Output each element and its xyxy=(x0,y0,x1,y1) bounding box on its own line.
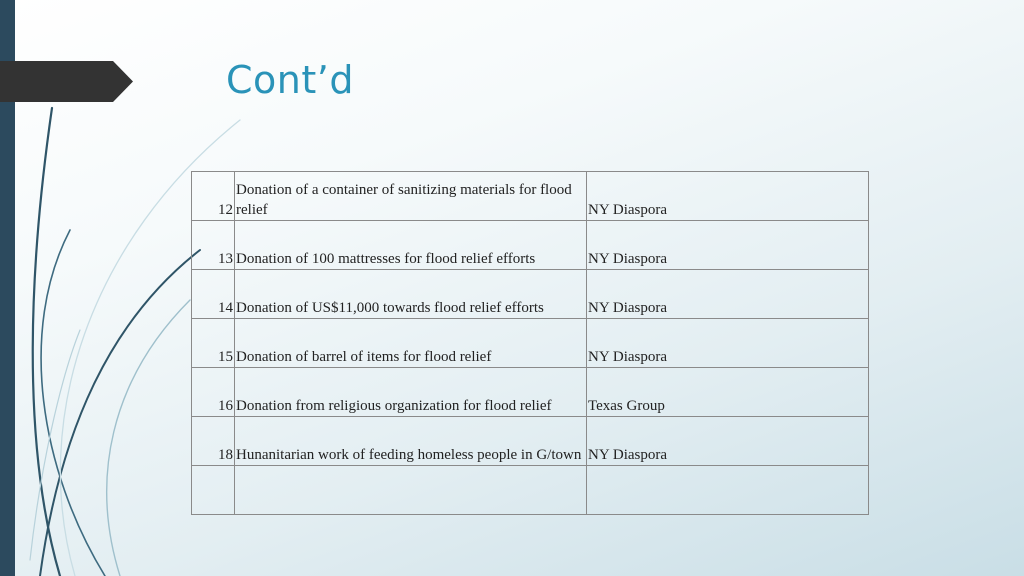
table-row xyxy=(192,417,869,466)
row-number-cell xyxy=(192,221,235,270)
row-number-cell xyxy=(192,368,235,417)
row-number: 16 xyxy=(218,398,233,414)
row-description: Donation of US$11,000 towards flood relief efforts xyxy=(236,300,544,316)
row-description: Donation from religious organization for flood relief xyxy=(236,398,552,414)
table-row xyxy=(192,368,869,417)
donations-table-container xyxy=(191,171,869,515)
row-number-cell xyxy=(192,172,235,221)
table-row xyxy=(192,172,869,221)
row-number: 14 xyxy=(218,300,233,316)
description-cell xyxy=(235,270,587,319)
table-row xyxy=(192,221,869,270)
table-row xyxy=(192,466,869,515)
row-source: NY Diaspora xyxy=(588,349,668,365)
row-number-cell xyxy=(192,270,235,319)
row-source: NY Diaspora xyxy=(588,202,668,218)
description-cell xyxy=(235,368,587,417)
row-number: 15 xyxy=(218,349,233,365)
row-number: 18 xyxy=(218,447,233,463)
row-source: NY Diaspora xyxy=(588,447,668,463)
source-cell xyxy=(587,466,869,515)
row-number: 13 xyxy=(218,251,233,267)
description-cell xyxy=(235,319,587,368)
row-number-cell xyxy=(192,417,235,466)
slide-title: Cont’d xyxy=(226,58,354,102)
table-row xyxy=(192,270,869,319)
row-description: Donation of a container of sanitizing materials for flood relief xyxy=(236,182,572,218)
row-number-cell xyxy=(192,466,235,515)
source-cell xyxy=(587,221,869,270)
row-description: Donation of 100 mattresses for flood relief efforts xyxy=(236,251,536,267)
row-source: Texas Group xyxy=(588,398,665,414)
description-cell xyxy=(235,221,587,270)
row-description: Hunanitarian work of feeding homeless people in G/town xyxy=(236,447,582,463)
source-cell xyxy=(587,270,869,319)
row-source: NY Diaspora xyxy=(588,300,668,316)
description-cell xyxy=(235,172,587,221)
description-cell xyxy=(235,417,587,466)
source-cell xyxy=(587,172,869,221)
row-number: 12 xyxy=(218,202,233,218)
source-cell xyxy=(587,417,869,466)
row-source: NY Diaspora xyxy=(588,251,668,267)
row-number-cell xyxy=(192,319,235,368)
donations-table xyxy=(191,171,869,515)
row-description: Donation of barrel of items for flood relief xyxy=(236,349,492,365)
description-cell xyxy=(235,466,587,515)
source-cell xyxy=(587,319,869,368)
table-row xyxy=(192,319,869,368)
source-cell xyxy=(587,368,869,417)
title-tab-shape xyxy=(0,61,133,102)
